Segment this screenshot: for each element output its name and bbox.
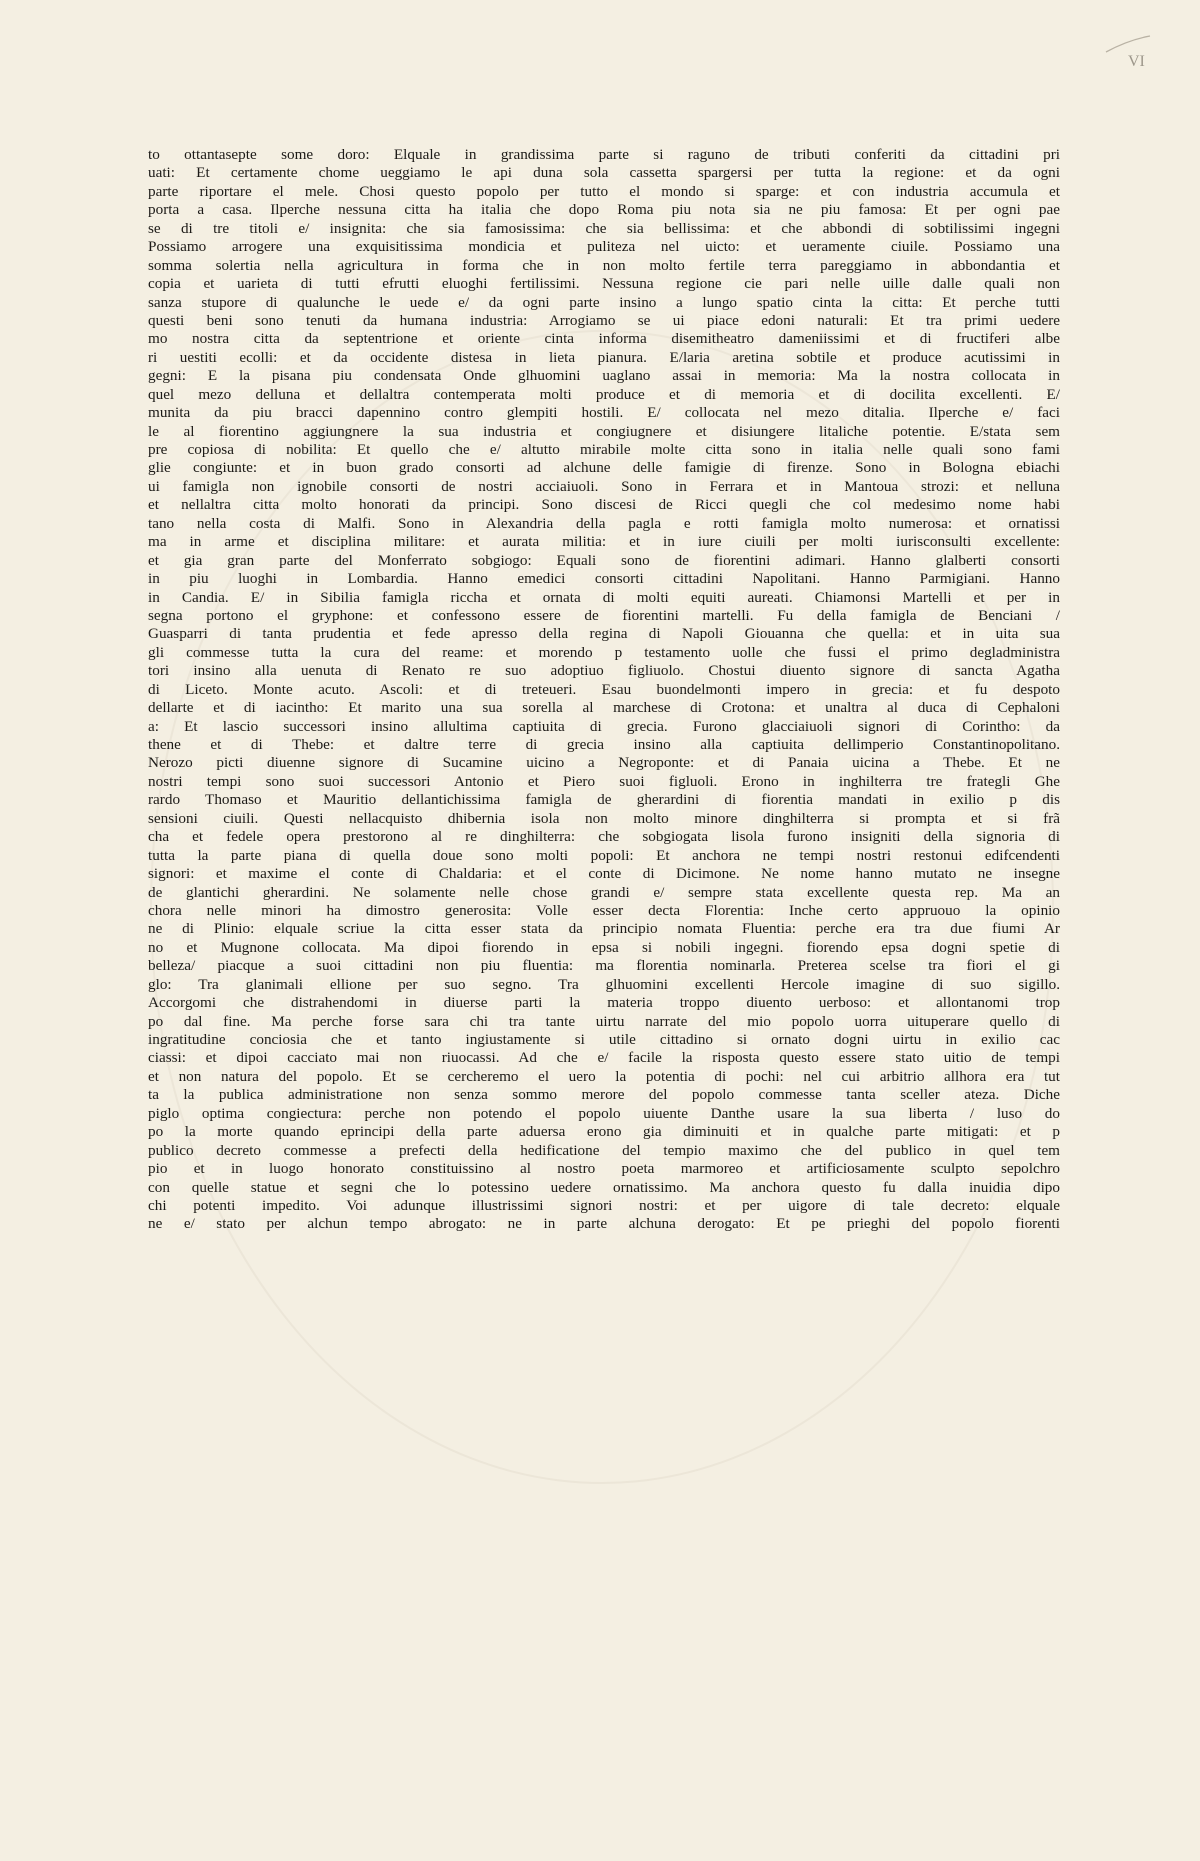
- text-line: glie congiunte: et in buon grado consorti ad alchune delle famigie di firenze. Sono in Bologna ebiachi: [148, 459, 1060, 477]
- text-line: gli commesse tutta la cura del reame: et morendo p testamento uolle che fussi el primo degladministra: [148, 643, 1060, 661]
- text-line: ingratitudine conciosia che et tanto ingiustamente si utile cittadino si ornato dogni uirtu in exilio cac: [148, 1031, 1060, 1048]
- text-line: munita da piu bracci dapennino contro glempiti hostili. E/ collocata nel mezo ditalia. Ilperche e/ faci: [148, 404, 1060, 422]
- text-line: pio et in luogo honorato constituissino al nostro poeta marmoreo et artificiosamente sculpto sepolchro: [148, 1160, 1060, 1178]
- text-line: tutta la parte piana di quella doue sono molti popoli: Et anchora ne tempi nostri restonui edifcendenti: [148, 846, 1060, 864]
- text-line: se di tre titoli e/ insignita: che sia famosissima: che sia bellissima: et che abbondi di sobtilissimi ingegni: [148, 219, 1060, 237]
- body-text: [148, 146, 1060, 1234]
- text-line: questi beni sono tenuti da humana industria: Arrogiamo se ui piace edoni naturali: Et tra primi uedere: [148, 311, 1060, 329]
- text-line: tori insino alla uenuta di Renato re suo adoptiuo figliuolo. Chostui diuento signore di sancta Agatha: [148, 662, 1060, 680]
- text-line: gegni: E la pisana piu condensata Onde glhuomini uaglano assai in memoria: Ma la nostra collocata in: [148, 367, 1060, 385]
- text-line: dellarte et di iacintho: Et marito una sua sorella al marchese di Crotona: et unaltra al duca di Cephaloni: [148, 699, 1060, 717]
- text-line: porta a casa. Ilperche nessuna citta ha italia che dopo Roma piu nota sia ne piu famosa: Et per ogni pae: [148, 201, 1060, 219]
- text-line: mo nostra citta da septentrione et oriente cinta informa disemitheatro dameniissimi et di fructiferi albe: [148, 330, 1060, 348]
- text-line: segna portono el gryphone: et confessono essere de fiorentini martelli. Fu della famigla de Benciani /: [148, 606, 1060, 624]
- text-line: no et Mugnone collocata. Ma dipoi fiorendo in epsa si nobili ingegni. fiorendo epsa dogni spetie di: [148, 938, 1060, 956]
- text-line: ui famigla non ignobile consorti de nostri acciaiuoli. Sono in Ferrara et in Mantoua strozi: et nelluna: [148, 477, 1060, 495]
- text-line: Guasparri di tanta prudentia et fede apresso della regina di Napoli Giouanna che quella: et in uita sua: [148, 625, 1060, 643]
- text-line: belleza/ piacque a suoi cittadini non piu fluentia: ma florentia nominarla. Preterea scelse tra fiori el gi: [148, 957, 1060, 975]
- text-line: et nellaltra citta molto honorati da principi. Sono discesi de Ricci quegli che col medesimo nome habi: [148, 496, 1060, 514]
- text-line: in Candia. E/ in Sibilia famigla riccha et ornata di molti equiti aureati. Chiamonsi Martelli et per in: [148, 588, 1060, 606]
- text-line: ne e/ stato per alchun tempo abrogato: ne in parte alchuna derogato: Et pe prieghi del popolo fiorenti: [148, 1215, 1060, 1233]
- text-line: et gia gran parte del Monferrato sobgiogo: Equali sono de fiorentini adimari. Hanno glalberti consorti: [148, 551, 1060, 569]
- text-line: po dal fine. Ma perche forse sara chi tra tante uirtu narrate del mio popolo uorra uituperare quello di: [148, 1012, 1060, 1030]
- text-line: sensioni ciuili. Questi nellacquisto dhibernia isola non molto minore dinghilterra si prompta et si frã: [148, 809, 1060, 827]
- text-line: nostri tempi sono suoi successori Antonio et Piero suoi figluoli. Erono in inghilterra tre frategli Ghe: [148, 772, 1060, 790]
- text-line: in piu luoghi in Lombardia. Hanno emedici consorti cittadini Napolitani. Hanno Parmigiani. Hanno: [148, 570, 1060, 588]
- text-line: ma in arme et disciplina militare: et aurata militia: et in iure ciuili per molti iurisconsulti excellente:: [148, 533, 1060, 551]
- text-line: glo: Tra glanimali ellione per suo segno. Tra glhuomini excellenti Hercole imagine di suo sigillo.: [148, 975, 1060, 993]
- text-line: Possiamo arrogere una exquisitissima mondicia et puliteza nel uicto: et ueramente ciuile. Possiamo una: [148, 238, 1060, 256]
- text-line: publico decreto commesse a prefecti della hedificatione del tempio maximo che del publico in quel tem: [148, 1141, 1060, 1159]
- text-line: ta la publica administratione non senza sommo merore del popolo commesse tanta sceller ateza. Diche: [148, 1086, 1060, 1104]
- text-line: di Liceto. Monte acuto. Ascoli: et di treteueri. Esau buondelmonti impero in grecia: et fu despoto: [148, 680, 1060, 698]
- text-line: de glantichi gherardini. Ne solamente nelle chose grandi e/ sempre stata excellente questa rep. Ma an: [148, 883, 1060, 901]
- text-line: Nerozo picti diuenne signore di Sucamine uicino a Negroponte: et di Panaia uicina a Thebe. Et ne: [148, 754, 1060, 772]
- text-line: somma solertia nella agricultura in forma che in non molto fertile terra pareggiamo in abbondantia et: [148, 256, 1060, 274]
- text-line: parte riportare el mele. Chosi questo popolo per tutto el mondo si sparge: et con industria accumula et: [148, 182, 1060, 200]
- text-line: et non natura del popolo. Et se cercheremo el uero la potentia di pochi: nel cui arbitrio allhora era tut: [148, 1067, 1060, 1085]
- text-line: rardo Thomaso et Mauritio dellantichissima famigla de gherardini di fiorentia mandati in exilio p dis: [148, 791, 1060, 809]
- text-line: cha et fedele opera prestorono al re dinghilterra: che sobgiogata lisola furono insigniti della signoria di: [148, 828, 1060, 846]
- text-line: ri uestiti ecolli: et da occidente distesa in lieta pianura. E/laria aretina sobtile et produce acutissimi in: [148, 348, 1060, 366]
- text-line: ne di Plinio: elquale scriue la citta esser stata da principio nomata Fluentia: perche era tra due fiumi Ar: [148, 920, 1060, 938]
- text-line: sanza stupore di qualunche le uede e/ da ogni parte insino a lungo spatio cinta la citta: Et perche tutti: [148, 293, 1060, 311]
- folio-number: VI: [1128, 53, 1145, 70]
- text-line: quel mezo delluna et dellaltra contemperata molti produce et di memoria et di docilita excellenti. E/: [148, 385, 1060, 403]
- text-line: tano nella costa di Malfi. Sono in Alexandria della pagla e rotti famigla molto numerosa: et ornatissi: [148, 514, 1060, 532]
- text-line: a: Et lascio successori insino allultima captiuita di grecia. Furono glacciaiuoli signori di Corintho: da: [148, 717, 1060, 735]
- text-line: pre copiosa di nobilita: Et quello che e/ altutto mirabile molte citta sono in italia nelle quali sono fami: [148, 441, 1060, 458]
- folio-pencil-mark: [1098, 30, 1158, 80]
- text-line: con quelle statue et segni che lo potessino uedere ornatissimo. Ma anchora questo fu dalla inuidia dipo: [148, 1178, 1060, 1196]
- text-line: copia et uarieta di tutti efrutti eluoghi fertilissimi. Nessuna regione cie pari nelle uille dalle quali non: [148, 275, 1060, 293]
- folio-mark: [1098, 30, 1158, 80]
- text-line: po la morte quando eprincipi della parte aduersa erono gia diminuiti et in qualche parte mitigati: et p: [148, 1123, 1060, 1141]
- text-line: uati: Et certamente chome ueggiamo le api duna sola cassetta spargersi per tutta la regione: et da ogni: [148, 164, 1060, 182]
- text-line: ciassi: et dipoi cacciato mai non riuocassi. Ad che e/ facile la risposta questo essere stato uitio de tempi: [148, 1049, 1060, 1067]
- text-line: thene et di Thebe: et daltre terre di grecia insino alla captiuita dellimperio Constantinopolitano.: [148, 736, 1060, 753]
- text-line: le al fiorentino aggiungnere la sua industria et congiugnere et disiungere litaliche potentie. E/stata sem: [148, 422, 1060, 440]
- text-line: signori: et maxime el conte di Chaldaria: et el conte di Dicimone. Ne nome hanno mutato ne insegne: [148, 865, 1060, 883]
- text-line: chi potenti impedito. Voi adunque illustrissimi signori nostri: et per uigore di tale decreto: elquale: [148, 1196, 1060, 1214]
- text-line: piglo optima congiectura: perche non potendo el popolo uiuente Danthe usare la sua liberta / luso do: [148, 1104, 1060, 1122]
- text-line: to ottantasepte some doro: Elquale in grandissima parte si raguno de tributi conferiti da cittadini pri: [148, 146, 1060, 163]
- text-line: chora nelle minori ha dimostro generosita: Volle esser decta Florentia: Inche certo appruouo la opinio: [148, 901, 1060, 919]
- text-line: Accorgomi che distrahendomi in diuerse parti la materia troppo diuento uerboso: et allontanomi trop: [148, 994, 1060, 1012]
